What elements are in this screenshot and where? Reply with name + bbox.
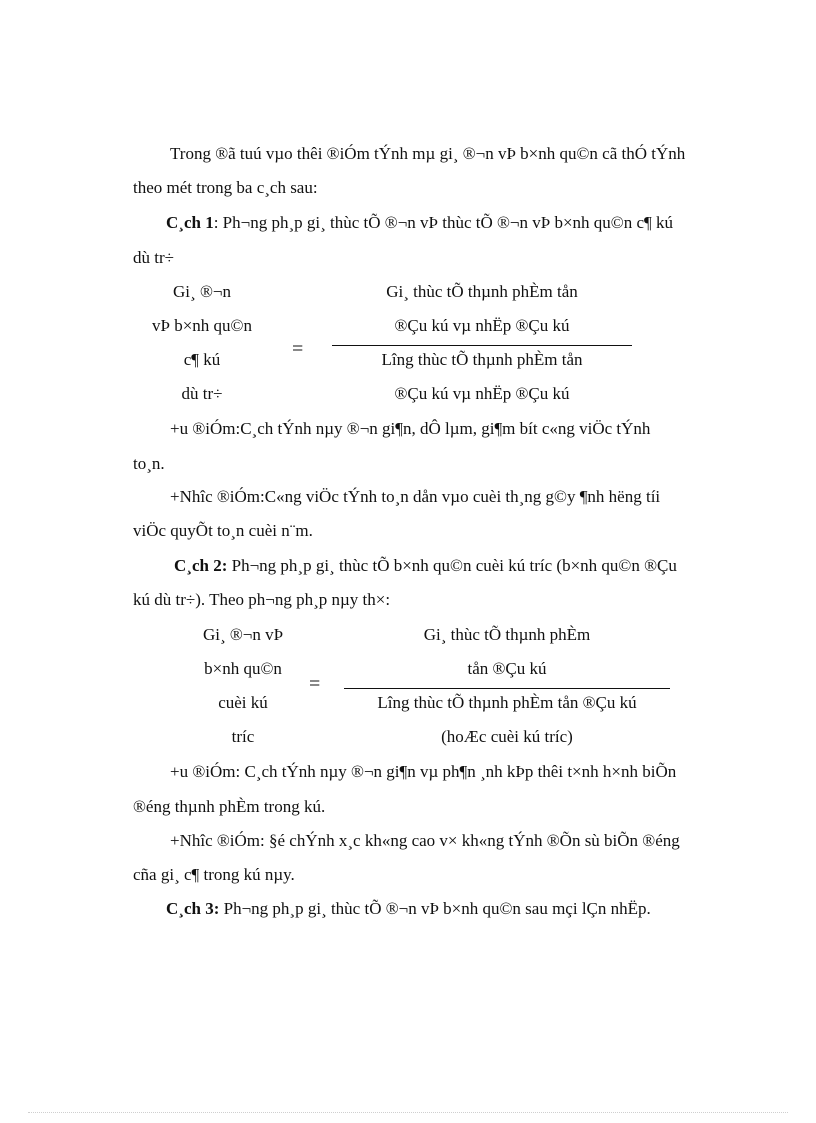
- formula-1-denominator-2: ®Çu kú vµ nhËp ®Çu kú: [394, 384, 570, 403]
- formula-1-denominator-1: Lîng thùc tÕ thµnh phÈm tån: [381, 350, 583, 369]
- disadvantage-2-line-1: +Nhîc ®iÓm: §é chÝnh x¸c kh«ng cao v× kh«ng tÝnh ®Õn sù biÕn ®éng: [170, 831, 680, 850]
- formula-1-left-2: vÞ b×nh qu©n: [152, 316, 252, 335]
- formula-1-left-1: Gi¸ ®¬n: [173, 282, 231, 301]
- formula-2-left-2: b×nh qu©n: [204, 659, 282, 678]
- advantage-2-line-1: +u ®iÓm: C¸ch tÝnh nµy ®¬n gi¶n vµ ph¶n ¸nh kÞp thêi t×nh h×nh biÕn: [170, 762, 677, 781]
- method-3-text: Ph¬ng ph¸p gi¸ thùc tÕ ®¬n vÞ b×nh qu©n sau mçi lÇn nhËp.: [219, 899, 651, 918]
- method-3-label: C¸ch 3:: [166, 899, 220, 918]
- advantage-2-line-2: ®éng thµnh phÈm trong kú.: [133, 797, 326, 816]
- formula-2-left-3: cuèi kú: [218, 693, 268, 712]
- formula-1-numerator-1: Gi¸ thùc tÕ thµnh phÈm tån: [386, 282, 578, 301]
- formula-1-fraction-bar: [332, 345, 632, 346]
- page-bottom-divider: [28, 1112, 788, 1113]
- disadvantage-1-line-1: +Nhîc ®iÓm:C«ng viÖc tÝnh to¸n dån vµo cuèi th¸ng g©y ¶nh hëng tíi: [170, 487, 661, 506]
- method-3-line: [166, 899, 651, 919]
- formula-2-numerator-2: tån ®Çu kú: [467, 659, 547, 678]
- formula-2-left-1: Gi¸ ®¬n vÞ: [202, 625, 284, 644]
- intro-line-1: Trong ®ã tuú vµo thêi ®iÓm tÝnh mµ gi¸ ®¬n vÞ b×nh qu©n cã thÓ tÝnh: [170, 144, 686, 163]
- method-2-line-2: kú dù tr÷). Theo ph¬ng ph¸p nµy th×:: [133, 590, 391, 609]
- formula-2-fraction-bar: [344, 688, 670, 689]
- method-1-line-2: dù tr÷: [133, 248, 174, 267]
- formula-1-left-3: c¶ kú: [183, 350, 221, 369]
- formula-1-equals: =: [292, 338, 304, 360]
- advantage-1-line-1: +u ®iÓm:C¸ch tÝnh nµy ®¬n gi¶n, dÔ lµm, gi¶m bít c«ng viÖc tÝnh: [170, 419, 651, 438]
- formula-2-left-4: tríc: [231, 727, 255, 746]
- method-2-text: Ph¬ng ph¸p gi¸ thùc tÕ b×nh qu©n cuèi kú tríc (b×nh qu©n ®Çu: [227, 556, 677, 575]
- method-1-label: C¸ch 1: [166, 213, 214, 232]
- disadvantage-1-line-2: viÖc quyÕt to¸n cuèi n¨m.: [133, 521, 313, 540]
- method-2-line-1: [174, 556, 677, 576]
- advantage-1-line-2: to¸n.: [133, 454, 165, 473]
- formula-1-left-4: dù tr÷: [181, 384, 223, 403]
- disadvantage-2-line-2: cña gi¸ c¶ trong kú nµy.: [133, 865, 295, 884]
- method-1-text: : Ph¬ng ph¸p gi¸ thùc tÕ ®¬n vÞ thùc tÕ ®¬n vÞ b×nh qu©n c¶ kú: [213, 213, 673, 232]
- formula-2-equals: =: [309, 673, 321, 695]
- formula-1-numerator-2: ®Çu kú vµ nhËp ®Çu kú: [394, 316, 570, 335]
- intro-line-2: theo mét trong ba c¸ch sau:: [133, 178, 318, 197]
- formula-2-denominator-1: Lîng thùc tÕ thµnh phÈm tån ®Çu kú: [377, 693, 637, 712]
- formula-2-denominator-2: (hoÆc cuèi kú tríc): [441, 727, 573, 746]
- method-1-line-1: [166, 213, 673, 233]
- formula-2-numerator-1: Gi¸ thùc tÕ thµnh phÈm: [423, 625, 591, 644]
- method-2-label: C¸ch 2:: [174, 556, 228, 575]
